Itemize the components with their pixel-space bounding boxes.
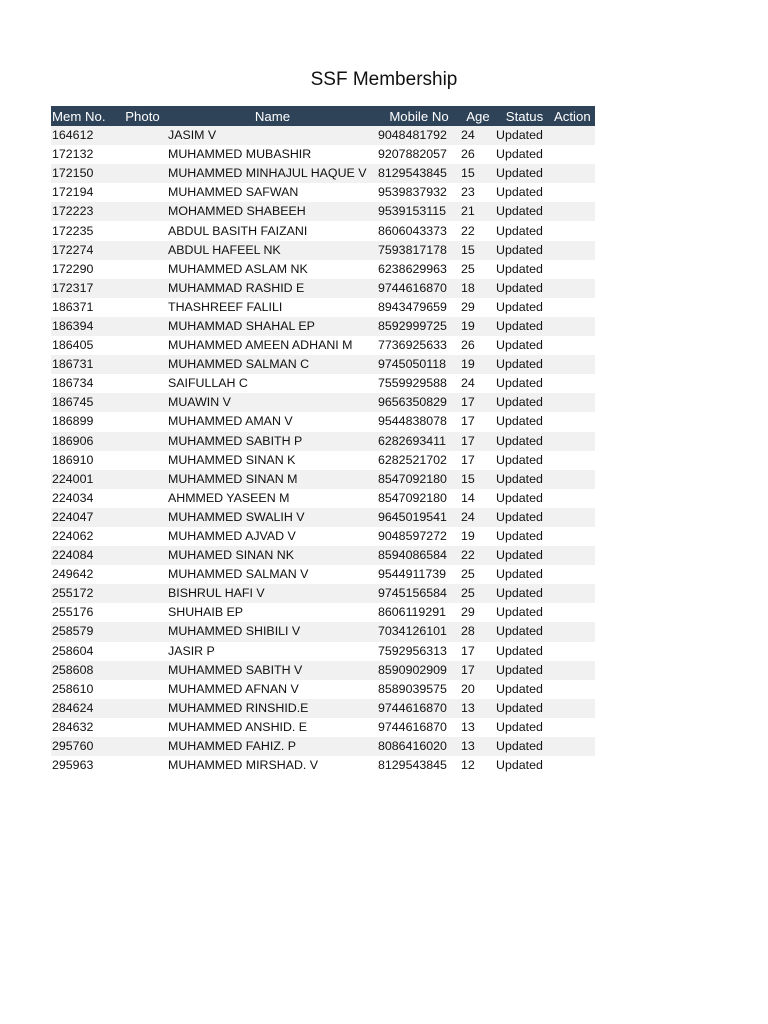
member-name-cell: SHUHAIB EP (167, 603, 377, 622)
table-row (51, 489, 595, 508)
member-name-cell: MUHAMMED ANSHID. E (167, 718, 377, 737)
table-row (51, 699, 595, 718)
photo-cell (117, 412, 167, 431)
mobile-cell: 6282693411 (377, 432, 460, 451)
age-cell: 25 (460, 584, 495, 603)
age-cell: 15 (460, 164, 495, 183)
action-cell (553, 527, 595, 546)
table-row (51, 756, 595, 775)
member-name-cell: MUHAMMED MUBASHIR (167, 145, 377, 164)
photo-cell (117, 317, 167, 336)
mobile-cell: 8594086584 (377, 546, 460, 565)
status-cell: Updated (495, 603, 553, 622)
column-header-mobile: Mobile No (377, 106, 460, 126)
action-cell (553, 393, 595, 412)
photo-cell (117, 202, 167, 221)
member-name-cell: MUHAMMED SINAN M (167, 470, 377, 489)
photo-cell (117, 432, 167, 451)
mobile-cell: 7736925633 (377, 336, 460, 355)
mem-no-cell: 172274 (51, 241, 117, 260)
member-name-cell: MUHAMMED SHIBILI V (167, 622, 377, 641)
status-cell: Updated (495, 298, 553, 317)
mobile-cell: 7034126101 (377, 622, 460, 641)
age-cell: 17 (460, 661, 495, 680)
table-row (51, 279, 595, 298)
status-cell: Updated (495, 164, 553, 183)
table-row (51, 298, 595, 317)
member-name-cell: AHMMED YASEEN M (167, 489, 377, 508)
action-cell (553, 642, 595, 661)
status-cell: Updated (495, 241, 553, 260)
action-cell (553, 680, 595, 699)
age-cell: 23 (460, 183, 495, 202)
status-cell: Updated (495, 756, 553, 775)
table-row (51, 737, 595, 756)
action-cell (553, 718, 595, 737)
member-name-cell: ABDUL BASITH FAIZANI (167, 221, 377, 240)
table-row (51, 451, 595, 470)
mem-no-cell: 284624 (51, 699, 117, 718)
mem-no-cell: 186371 (51, 298, 117, 317)
photo-cell (117, 489, 167, 508)
mem-no-cell: 186394 (51, 317, 117, 336)
action-cell (553, 603, 595, 622)
member-name-cell: MUHAMMED SAFWAN (167, 183, 377, 202)
photo-cell (117, 145, 167, 164)
member-name-cell: MUHAMMED AJVAD V (167, 527, 377, 546)
mem-no-cell: 186731 (51, 355, 117, 374)
table-row (51, 718, 595, 737)
table-row (51, 527, 595, 546)
table-row (51, 565, 595, 584)
table-row (51, 202, 595, 221)
photo-cell (117, 546, 167, 565)
member-name-cell: MOHAMMED SHABEEH (167, 202, 377, 221)
mem-no-cell: 172150 (51, 164, 117, 183)
age-cell: 21 (460, 202, 495, 221)
table-row (51, 584, 595, 603)
action-cell (553, 756, 595, 775)
member-name-cell: MUHAMMED FAHIZ. P (167, 737, 377, 756)
status-cell: Updated (495, 661, 553, 680)
table-row (51, 470, 595, 489)
member-name-cell: MUHAMMED ASLAM NK (167, 260, 377, 279)
member-name-cell: BISHRUL HAFI V (167, 584, 377, 603)
mobile-cell: 8590902909 (377, 661, 460, 680)
age-cell: 15 (460, 470, 495, 489)
member-name-cell: MUHAMMED SABITH V (167, 661, 377, 680)
table-row (51, 622, 595, 641)
age-cell: 17 (460, 432, 495, 451)
status-cell: Updated (495, 699, 553, 718)
column-header-action: Action (553, 106, 595, 126)
age-cell: 28 (460, 622, 495, 641)
age-cell: 20 (460, 680, 495, 699)
mobile-cell: 8943479659 (377, 298, 460, 317)
status-cell: Updated (495, 451, 553, 470)
table-row (51, 145, 595, 164)
mem-no-cell: 258579 (51, 622, 117, 641)
action-cell (553, 489, 595, 508)
page-title: SSF Membership (310, 69, 458, 90)
table-row (51, 508, 595, 527)
status-cell: Updated (495, 470, 553, 489)
table-row (51, 546, 595, 565)
photo-cell (117, 642, 167, 661)
mobile-cell: 8606119291 (377, 603, 460, 622)
photo-cell (117, 680, 167, 699)
photo-cell (117, 241, 167, 260)
table-row (51, 374, 595, 393)
action-cell (553, 374, 595, 393)
status-cell: Updated (495, 374, 553, 393)
age-cell: 14 (460, 489, 495, 508)
age-cell: 22 (460, 546, 495, 565)
status-cell: Updated (495, 489, 553, 508)
age-cell: 24 (460, 126, 495, 145)
photo-cell (117, 584, 167, 603)
action-cell (553, 145, 595, 164)
mobile-cell: 9744616870 (377, 699, 460, 718)
photo-cell (117, 298, 167, 317)
table-row (51, 642, 595, 661)
table-row (51, 183, 595, 202)
status-cell: Updated (495, 546, 553, 565)
status-cell: Updated (495, 680, 553, 699)
mem-no-cell: 224047 (51, 508, 117, 527)
mem-no-cell: 249642 (51, 565, 117, 584)
mobile-cell: 9645019541 (377, 508, 460, 527)
status-cell: Updated (495, 183, 553, 202)
status-cell: Updated (495, 393, 553, 412)
action-cell (553, 661, 595, 680)
member-name-cell: SAIFULLAH C (167, 374, 377, 393)
age-cell: 15 (460, 241, 495, 260)
photo-cell (117, 336, 167, 355)
mobile-cell: 8129543845 (377, 164, 460, 183)
table-row (51, 260, 595, 279)
member-name-cell: MUHAMMED SALMAN C (167, 355, 377, 374)
photo-cell (117, 661, 167, 680)
status-cell: Updated (495, 317, 553, 336)
mobile-cell: 9544838078 (377, 412, 460, 431)
status-cell: Updated (495, 221, 553, 240)
status-cell: Updated (495, 202, 553, 221)
mem-no-cell: 172317 (51, 279, 117, 298)
mobile-cell: 9207882057 (377, 145, 460, 164)
status-cell: Updated (495, 622, 553, 641)
mobile-cell: 9744616870 (377, 718, 460, 737)
action-cell (553, 470, 595, 489)
mobile-cell: 8592999725 (377, 317, 460, 336)
mobile-cell: 9745156584 (377, 584, 460, 603)
table-row (51, 680, 595, 699)
mem-no-cell: 224084 (51, 546, 117, 565)
photo-cell (117, 279, 167, 298)
action-cell (553, 279, 595, 298)
age-cell: 17 (460, 451, 495, 470)
age-cell: 18 (460, 279, 495, 298)
mobile-cell: 8547092180 (377, 489, 460, 508)
age-cell: 25 (460, 565, 495, 584)
action-cell (553, 260, 595, 279)
member-name-cell: MUHAMMAD SHAHAL EP (167, 317, 377, 336)
membership-table (51, 106, 595, 775)
age-cell: 13 (460, 699, 495, 718)
action-cell (553, 622, 595, 641)
header-row (51, 106, 595, 126)
action-cell (553, 317, 595, 336)
mobile-cell: 7592956313 (377, 642, 460, 661)
status-cell: Updated (495, 260, 553, 279)
action-cell (553, 202, 595, 221)
action-cell (553, 126, 595, 145)
status-cell: Updated (495, 584, 553, 603)
photo-cell (117, 355, 167, 374)
age-cell: 25 (460, 260, 495, 279)
mobile-cell: 9744616870 (377, 279, 460, 298)
age-cell: 12 (460, 756, 495, 775)
photo-cell (117, 603, 167, 622)
mem-no-cell: 284632 (51, 718, 117, 737)
mobile-cell: 9048481792 (377, 126, 460, 145)
member-name-cell: ABDUL HAFEEL NK (167, 241, 377, 260)
mem-no-cell: 172290 (51, 260, 117, 279)
table-row (51, 393, 595, 412)
mobile-cell: 9745050118 (377, 355, 460, 374)
mem-no-cell: 186910 (51, 451, 117, 470)
action-cell (553, 183, 595, 202)
status-cell: Updated (495, 412, 553, 431)
status-cell: Updated (495, 336, 553, 355)
mem-no-cell: 224062 (51, 527, 117, 546)
mobile-cell: 8086416020 (377, 737, 460, 756)
member-name-cell: JASIM V (167, 126, 377, 145)
member-name-cell: MUHAMMED MINHAJUL HAQUE V (167, 164, 377, 183)
table-row (51, 355, 595, 374)
mobile-cell: 9539153115 (377, 202, 460, 221)
action-cell (553, 584, 595, 603)
mobile-cell: 9048597272 (377, 527, 460, 546)
photo-cell (117, 183, 167, 202)
mem-no-cell: 186745 (51, 393, 117, 412)
age-cell: 17 (460, 412, 495, 431)
mem-no-cell: 172235 (51, 221, 117, 240)
member-name-cell: MUHAMED SINAN NK (167, 546, 377, 565)
column-header-age: Age (460, 106, 495, 126)
photo-cell (117, 527, 167, 546)
member-name-cell: MUHAMMAD RASHID E (167, 279, 377, 298)
photo-cell (117, 451, 167, 470)
mem-no-cell: 295963 (51, 756, 117, 775)
mem-no-cell: 186405 (51, 336, 117, 355)
age-cell: 13 (460, 718, 495, 737)
action-cell (553, 565, 595, 584)
mobile-cell: 8547092180 (377, 470, 460, 489)
table-row (51, 336, 595, 355)
table-row (51, 412, 595, 431)
mobile-cell: 8129543845 (377, 756, 460, 775)
age-cell: 24 (460, 508, 495, 527)
mobile-cell: 7559929588 (377, 374, 460, 393)
mem-no-cell: 258608 (51, 661, 117, 680)
action-cell (553, 451, 595, 470)
mobile-cell: 9539837932 (377, 183, 460, 202)
age-cell: 22 (460, 221, 495, 240)
column-header-photo: Photo (117, 106, 167, 126)
photo-cell (117, 260, 167, 279)
photo-cell (117, 737, 167, 756)
member-name-cell: THASHREEF FALILI (167, 298, 377, 317)
member-name-cell: MUHAMMED SABITH P (167, 432, 377, 451)
table-row (51, 317, 595, 336)
member-name-cell: MUHAMMED AMAN V (167, 412, 377, 431)
status-cell: Updated (495, 126, 553, 145)
member-name-cell: MUAWIN V (167, 393, 377, 412)
status-cell: Updated (495, 145, 553, 164)
status-cell: Updated (495, 432, 553, 451)
age-cell: 19 (460, 317, 495, 336)
status-cell: Updated (495, 279, 553, 298)
mobile-cell: 9544911739 (377, 565, 460, 584)
photo-cell (117, 374, 167, 393)
status-cell: Updated (495, 737, 553, 756)
mobile-cell: 9656350829 (377, 393, 460, 412)
photo-cell (117, 622, 167, 641)
action-cell (553, 221, 595, 240)
mem-no-cell: 224034 (51, 489, 117, 508)
status-cell: Updated (495, 355, 553, 374)
age-cell: 24 (460, 374, 495, 393)
photo-cell (117, 470, 167, 489)
table-row (51, 126, 595, 145)
table-header (51, 106, 595, 126)
mobile-cell: 8606043373 (377, 221, 460, 240)
table-row (51, 241, 595, 260)
photo-cell (117, 393, 167, 412)
action-cell (553, 298, 595, 317)
member-name-cell: JASIR P (167, 642, 377, 661)
age-cell: 29 (460, 298, 495, 317)
table-row (51, 432, 595, 451)
age-cell: 29 (460, 603, 495, 622)
photo-cell (117, 565, 167, 584)
member-name-cell: MUHAMMED MIRSHAD. V (167, 756, 377, 775)
age-cell: 17 (460, 642, 495, 661)
photo-cell (117, 699, 167, 718)
action-cell (553, 432, 595, 451)
action-cell (553, 412, 595, 431)
status-cell: Updated (495, 527, 553, 546)
age-cell: 26 (460, 336, 495, 355)
mobile-cell: 6238629963 (377, 260, 460, 279)
member-name-cell: MUHAMMED AFNAN V (167, 680, 377, 699)
photo-cell (117, 221, 167, 240)
mobile-cell: 7593817178 (377, 241, 460, 260)
photo-cell (117, 756, 167, 775)
table-body (51, 126, 595, 775)
action-cell (553, 699, 595, 718)
action-cell (553, 508, 595, 527)
mem-no-cell: 186899 (51, 412, 117, 431)
column-header-name: Name (167, 106, 377, 126)
action-cell (553, 546, 595, 565)
action-cell (553, 336, 595, 355)
status-cell: Updated (495, 642, 553, 661)
mem-no-cell: 186906 (51, 432, 117, 451)
mem-no-cell: 224001 (51, 470, 117, 489)
photo-cell (117, 164, 167, 183)
age-cell: 17 (460, 393, 495, 412)
mem-no-cell: 172194 (51, 183, 117, 202)
mem-no-cell: 186734 (51, 374, 117, 393)
mem-no-cell: 255172 (51, 584, 117, 603)
table-row (51, 164, 595, 183)
member-name-cell: MUHAMMED SWALIH V (167, 508, 377, 527)
status-cell: Updated (495, 508, 553, 527)
photo-cell (117, 126, 167, 145)
mobile-cell: 6282521702 (377, 451, 460, 470)
table-row (51, 661, 595, 680)
column-header-status: Status (495, 106, 553, 126)
age-cell: 13 (460, 737, 495, 756)
member-name-cell: MUHAMMED RINSHID.E (167, 699, 377, 718)
member-name-cell: MUHAMMED AMEEN ADHANI M (167, 336, 377, 355)
status-cell: Updated (495, 718, 553, 737)
age-cell: 26 (460, 145, 495, 164)
member-name-cell: MUHAMMED SALMAN V (167, 565, 377, 584)
table-row (51, 603, 595, 622)
member-name-cell: MUHAMMED SINAN K (167, 451, 377, 470)
action-cell (553, 241, 595, 260)
mobile-cell: 8589039575 (377, 680, 460, 699)
mem-no-cell: 258604 (51, 642, 117, 661)
mem-no-cell: 172132 (51, 145, 117, 164)
mem-no-cell: 295760 (51, 737, 117, 756)
mem-no-cell: 258610 (51, 680, 117, 699)
action-cell (553, 737, 595, 756)
photo-cell (117, 508, 167, 527)
action-cell (553, 355, 595, 374)
table-row (51, 221, 595, 240)
photo-cell (117, 718, 167, 737)
column-header-mem-no: Mem No. (51, 106, 117, 126)
mem-no-cell: 164612 (51, 126, 117, 145)
status-cell: Updated (495, 565, 553, 584)
age-cell: 19 (460, 527, 495, 546)
action-cell (553, 164, 595, 183)
mem-no-cell: 172223 (51, 202, 117, 221)
age-cell: 19 (460, 355, 495, 374)
mem-no-cell: 255176 (51, 603, 117, 622)
